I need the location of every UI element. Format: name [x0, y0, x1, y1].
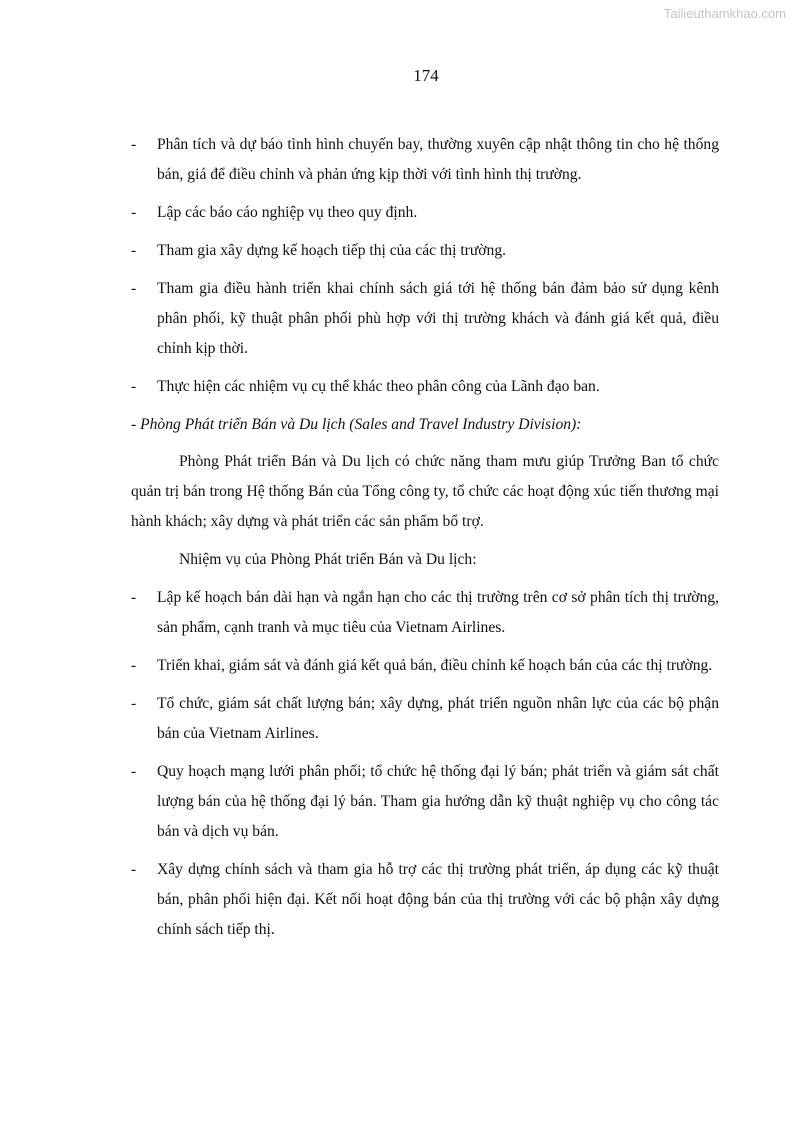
list-item-text: Tham gia điều hành triển khai chính sách giá tới hệ thống bán đảm bảo sử dụng kênh phân phối, kỹ thuật phân phối phù hợp với thị trường khách và đánh giá kết quả, điều chỉnh kịp thời. — [157, 280, 719, 357]
bullet-dash: - — [131, 695, 137, 712]
list-item-text: Thực hiện các nhiệm vụ cụ thể khác theo phân công của Lãnh đạo ban. — [157, 378, 600, 395]
list-item — [131, 198, 719, 228]
bullet-dash: - — [131, 589, 137, 606]
list-item — [131, 372, 719, 402]
bullet-dash: - — [131, 242, 137, 259]
list-item-text: Tham gia xây dựng kế hoạch tiếp thị của các thị trường. — [157, 242, 507, 259]
watermark: Tailieuthamkhao.com — [663, 6, 786, 21]
document-body — [131, 130, 719, 953]
paragraph-intro: Phòng Phát triển Bán và Du lịch có chức năng tham mưu giúp Trưởng Ban tổ chức quản trị bán trong Hệ thống Bán của Tổng công ty, tổ chức các hoạt động xúc tiến thương mại hành khách; xây dựng và phát triển các sản phẩm bổ trợ. — [131, 453, 719, 530]
bullet-dash: - — [131, 378, 137, 395]
list-item — [131, 651, 719, 681]
list-item-text: Tổ chức, giám sát chất lượng bán; xây dựng, phát triển nguồn nhân lực của các bộ phận bán của Vietnam Airlines. — [157, 695, 719, 742]
bullet-dash: - — [131, 763, 137, 780]
list-item-text: Lập các báo cáo nghiệp vụ theo quy định. — [157, 204, 418, 221]
list-item — [131, 583, 719, 643]
list-item-text: Triển khai, giám sát và đánh giá kết quả bán, điều chỉnh kế hoạch bán của các thị trường. — [157, 657, 713, 674]
bullet-list-bottom — [131, 583, 719, 945]
bullet-dash: - — [131, 136, 137, 153]
bullet-list-top — [131, 130, 719, 402]
list-item — [131, 274, 719, 364]
list-item-text: Quy hoạch mạng lưới phân phối; tổ chức hệ thống đại lý bán; phát triển và giám sát chất lượng bán của hệ thống đại lý bán. Tham gia hướng dẫn kỹ thuật nghiệp vụ cho công tác bán và dịch vụ bán. — [157, 763, 719, 840]
list-item — [131, 236, 719, 266]
section-heading: - Phòng Phát triển Bán và Du lịch (Sales and Travel Industry Division): — [131, 416, 582, 433]
paragraph-tasks-title: Nhiệm vụ của Phòng Phát triển Bán và Du lịch: — [179, 551, 477, 568]
list-item-text: Phân tích và dự báo tình hình chuyến bay, thường xuyên cập nhật thông tin cho hệ thống bán, giá để điều chỉnh và phản ứng kịp thời với tình hình thị trường. — [157, 136, 719, 183]
list-item — [131, 130, 719, 190]
page-number: 174 — [413, 66, 439, 85]
bullet-dash: - — [131, 280, 137, 297]
list-item — [131, 757, 719, 847]
list-item — [131, 855, 719, 945]
bullet-dash: - — [131, 204, 137, 221]
bullet-dash: - — [131, 657, 137, 674]
list-item-text: Xây dựng chính sách và tham gia hỗ trợ các thị trường phát triển, áp dụng các kỹ thuật bán, phân phối hiện đại. Kết nối hoạt động bán của thị trường với các bộ phận xây dựng chính sách tiếp thị. — [157, 861, 719, 938]
list-item-text: Lập kế hoạch bán dài hạn và ngắn hạn cho các thị trường trên cơ sở phân tích thị trường, sản phẩm, cạnh tranh và mục tiêu của Vietnam Airlines. — [157, 589, 719, 636]
bullet-dash: - — [131, 861, 137, 878]
list-item — [131, 689, 719, 749]
